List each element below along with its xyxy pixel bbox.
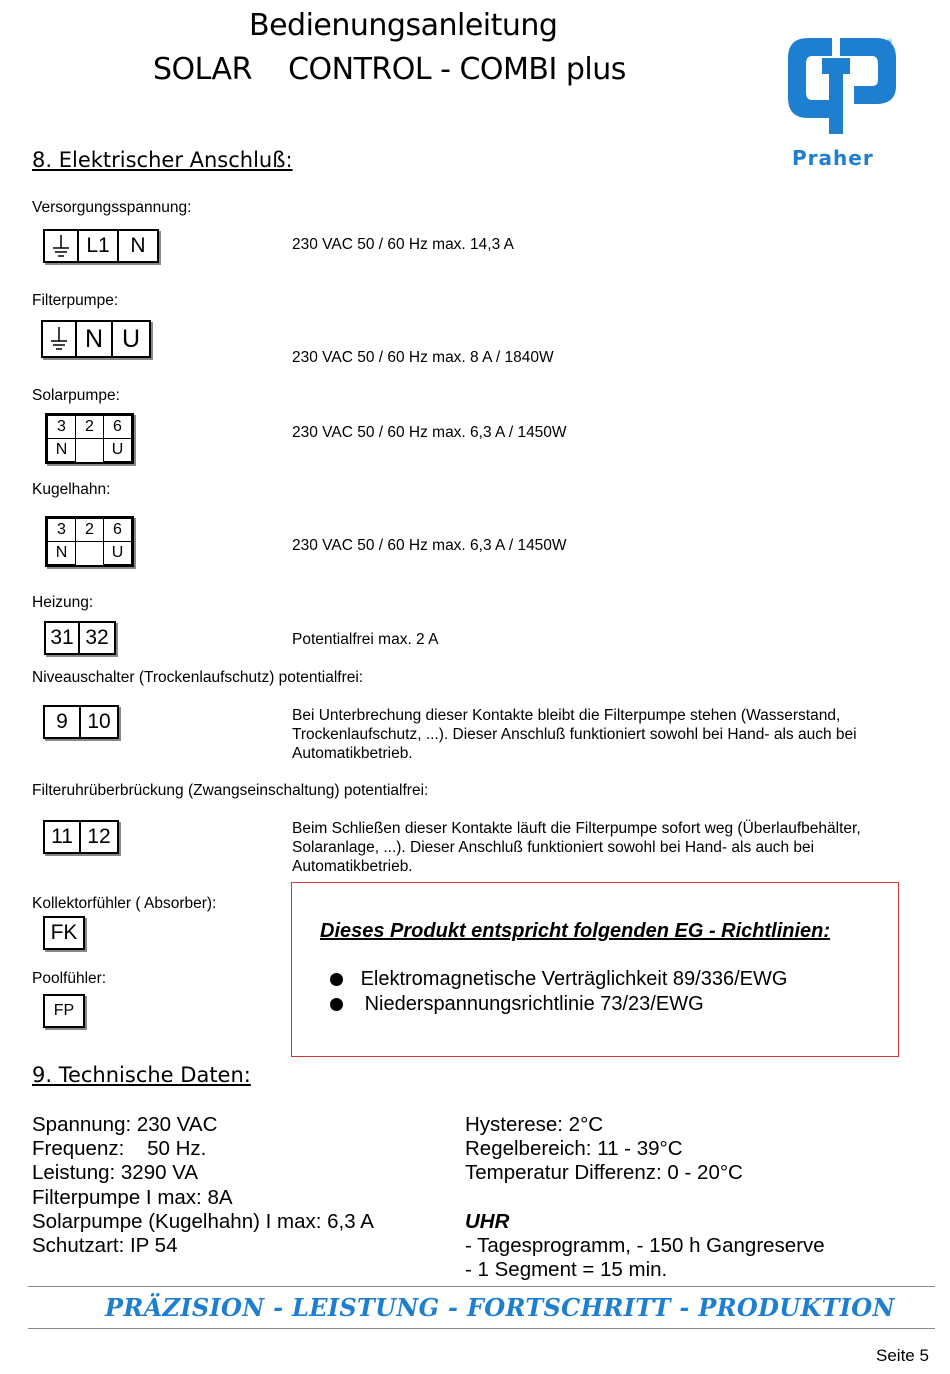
kugelhahn-spec: 230 VAC 50 / 60 Hz max. 6,3 A / 1450W <box>292 537 567 554</box>
ground-icon <box>43 322 77 356</box>
terminal-cell: 3 <box>48 519 76 542</box>
ground-icon <box>45 231 79 261</box>
heizung-spec: Potentialfrei max. 2 A <box>292 631 439 648</box>
terminal-cell: 6 <box>104 416 132 439</box>
terminal-cell <box>76 439 104 462</box>
bullet-icon <box>330 973 343 986</box>
filterpumpe-label: Filterpumpe: <box>32 292 119 309</box>
terminal-cell: U <box>121 324 141 353</box>
tech-right-column <box>465 1113 825 1282</box>
pool-terminal <box>43 994 85 1028</box>
tech-line: Hysterese: 2°C <box>465 1113 604 1136</box>
terminal-cell <box>76 542 104 565</box>
terminal-cell: 9 <box>45 707 81 737</box>
terminal-cell: N <box>48 542 76 565</box>
terminal-cell: U <box>104 542 132 565</box>
footer-divider <box>28 1328 935 1329</box>
eg-item: Niederspannungsrichtlinie 73/23/EWG <box>330 993 704 1016</box>
kollektor-label: Kollektorfühler ( Absorber): <box>32 895 217 912</box>
kollektor-terminal <box>43 916 85 950</box>
page-number: Seite 5 <box>876 1346 929 1365</box>
pool-label: Poolfühler: <box>32 970 107 987</box>
product-name: SOLAR CONTROL - COMBI plus <box>153 52 626 87</box>
terminal-cell: 3 <box>48 416 76 439</box>
terminal-cell: 31 <box>46 623 80 653</box>
terminal-cell: 2 <box>76 416 104 439</box>
heizung-label: Heizung: <box>32 594 94 611</box>
tech-line: Spannung: 230 VAC <box>32 1113 218 1136</box>
bullet-icon <box>330 998 343 1011</box>
terminal-cell: 6 <box>104 519 132 542</box>
solarpumpe-spec: 230 VAC 50 / 60 Hz max. 6,3 A / 1450W <box>292 424 567 441</box>
terminal-cell: 11 <box>45 822 81 852</box>
footer-slogan: PRÄZISION - LEISTUNG - FORTSCHRITT - PRODUKTION <box>105 1293 895 1322</box>
versorgung-spec: 230 VAC 50 / 60 Hz max. 14,3 A <box>292 236 515 253</box>
terminal-cell: 32 <box>85 626 109 649</box>
terminal-cell: N <box>48 439 76 462</box>
versorgung-terminal <box>43 229 159 263</box>
tech-line: Solarpumpe (Kugelhahn) I max: 6,3 A <box>32 1209 374 1233</box>
tech-line: Leistung: 3290 VA <box>32 1161 199 1185</box>
praher-logo <box>786 36 898 172</box>
solarpumpe-label: Solarpumpe: <box>32 387 120 404</box>
manual-title: Bedienungsanleitung <box>249 8 558 43</box>
terminal-cell: FK <box>50 921 78 944</box>
svg-text:®: ® <box>886 38 893 46</box>
section-8-title: 8. Elektrischer Anschluß: <box>32 148 293 172</box>
tech-line: - 1 Segment = 15 min. <box>465 1258 668 1282</box>
filteruhr-terminal <box>43 820 119 854</box>
filteruhr-text: Beim Schließen dieser Kontakte läuft die Filterpumpe sofort weg (Überlaufbehälter, Solaranlage, ...). Dieser Anschluß funktioniert sowohl bei Hand- als auch bei Automatikbetrieb. <box>292 820 861 875</box>
tech-line: Regelbereich: 11 - 39°C <box>465 1137 683 1161</box>
terminal-cell: FP <box>53 1002 75 1019</box>
tech-left-column <box>32 1113 374 1258</box>
tech-line: Schutzart: IP 54 <box>32 1234 178 1258</box>
tech-line: - Tagesprogramm, - 150 h Gangreserve <box>465 1234 825 1257</box>
tech-line: Frequenz: 50 Hz. <box>32 1137 207 1161</box>
kugelhahn-terminal <box>45 516 134 567</box>
eg-compliance-box <box>291 882 899 1057</box>
versorgung-label: Versorgungsspannung: <box>32 199 192 216</box>
uhr-title: UHR <box>465 1209 510 1233</box>
terminal-cell: U <box>104 439 132 462</box>
solarpumpe-terminal <box>45 413 134 464</box>
niveau-text: Bei Unterbrechung dieser Kontakte bleibt die Filterpumpe stehen (Wasserstand, Trockenlaufschutz, ...). Dieser Anschluß funktioniert sowohl bei Hand- als auch bei Automatikbetrieb. <box>292 707 857 762</box>
kugelhahn-label: Kugelhahn: <box>32 481 111 498</box>
heizung-terminal <box>44 621 116 655</box>
section-9-title: 9. Technische Daten: <box>32 1063 251 1087</box>
filterpumpe-terminal <box>41 320 151 358</box>
tech-line: Temperatur Differenz: 0 - 20°C <box>465 1161 743 1185</box>
eg-item: Elektromagnetische Verträglichkeit 89/336/EWG <box>330 968 787 991</box>
terminal-cell: N <box>130 234 146 257</box>
niveau-terminal <box>43 705 119 739</box>
terminal-cell: 2 <box>76 519 104 542</box>
eg-title: Dieses Produkt entspricht folgenden EG - Richtlinien: <box>320 920 831 942</box>
praher-logo-icon <box>786 36 898 136</box>
filterpumpe-spec: 230 VAC 50 / 60 Hz max. 8 A / 1840W <box>292 349 554 366</box>
footer-divider <box>28 1286 935 1287</box>
terminal-cell: L1 <box>79 231 119 261</box>
terminal-cell: 10 <box>87 710 111 733</box>
niveau-label: Niveauschalter (Trockenlaufschutz) potentialfrei: <box>32 669 364 686</box>
tech-line: Filterpumpe I max: 8A <box>32 1185 233 1209</box>
logo-text: Praher <box>792 146 874 170</box>
filteruhr-label: Filteruhrüberbrückung (Zwangseinschaltung) potentialfrei: <box>32 782 429 799</box>
terminal-cell: 12 <box>87 825 111 848</box>
terminal-cell: N <box>77 322 113 356</box>
